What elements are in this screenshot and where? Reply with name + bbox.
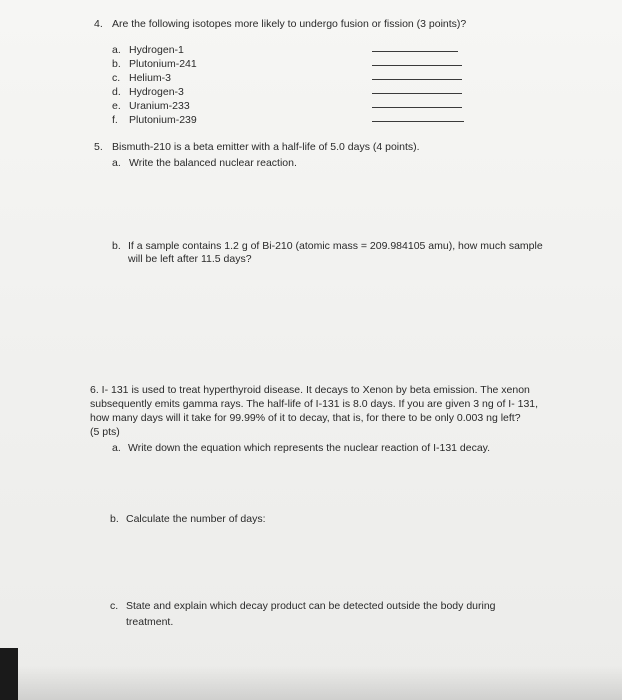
q6-b-letter: b. [110, 513, 119, 525]
q4-item-e-letter: e. [112, 100, 121, 112]
q4-item-d-answer-line[interactable] [372, 93, 462, 94]
q6-line3: how many days will it take for 99.99% of it to decay, that is, for there to be only 0.003 ng left? [90, 412, 521, 424]
q4-item-a-answer-line[interactable] [372, 51, 458, 52]
q4-item-e-answer-line[interactable] [372, 107, 462, 108]
q4-item-b-letter: b. [112, 58, 121, 70]
q4-item-b-text: Plutonium-241 [129, 58, 197, 70]
q6-a-letter: a. [112, 442, 121, 454]
q5-prompt: Bismuth-210 is a beta emitter with a half-life of 5.0 days (4 points). [112, 141, 420, 153]
q5-a-text: Write the balanced nuclear reaction. [129, 157, 297, 169]
q5-b-letter: b. [112, 240, 121, 252]
q5-number: 5. [94, 141, 103, 153]
q4-item-c-text: Helium-3 [129, 72, 172, 84]
q6-line2: subsequently emits gamma rays. The half-life of I-131 is 8.0 days. If you are given 3 ng of I- 131, [90, 398, 539, 410]
q4-item-d-text: Hydrogen-3 [129, 86, 184, 98]
q4-item-e-text: Uranium-233 [129, 100, 190, 112]
q4-item-c-letter: c. [112, 72, 121, 84]
q4-item-c-answer-line[interactable] [372, 79, 462, 80]
page-bottom-shadow [0, 665, 622, 700]
q4-number: 4. [94, 18, 103, 30]
photo-dark-corner [0, 648, 18, 700]
q4-item-f-letter: f. [112, 114, 118, 126]
q4-item-b-answer-line[interactable] [372, 65, 462, 66]
q6-b-text: Calculate the number of days: [126, 513, 266, 525]
q5-b-line2: will be left after 11.5 days? [128, 253, 252, 265]
q6-line1: 6. I- 131 is used to treat hyperthyroid disease. It decays to Xenon by beta emission. The xenon [90, 384, 530, 396]
q4-item-d-letter: d. [112, 86, 121, 98]
q4-item-a-text: Hydrogen-1 [129, 44, 184, 56]
q6-a-text: Write down the equation which represents the nuclear reaction of I-131 decay. [128, 442, 491, 454]
q4-item-f-text: Plutonium-239 [129, 114, 197, 126]
q6-c-line2: treatment. [126, 616, 174, 628]
q5-a-letter: a. [112, 157, 121, 169]
q6-line4: (5 pts) [90, 426, 120, 438]
q4-item-a-letter: a. [112, 44, 121, 56]
q6-c-line1: State and explain which decay product can be detected outside the body during [126, 600, 496, 612]
q5-b-line1: If a sample contains 1.2 g of Bi-210 (atomic mass = 209.984105 amu), how much sample [128, 240, 543, 252]
q4-item-f-answer-line[interactable] [372, 121, 464, 122]
q6-c-letter: c. [110, 600, 119, 612]
q4-prompt: Are the following isotopes more likely to undergo fusion or fission (3 points)? [112, 18, 467, 30]
